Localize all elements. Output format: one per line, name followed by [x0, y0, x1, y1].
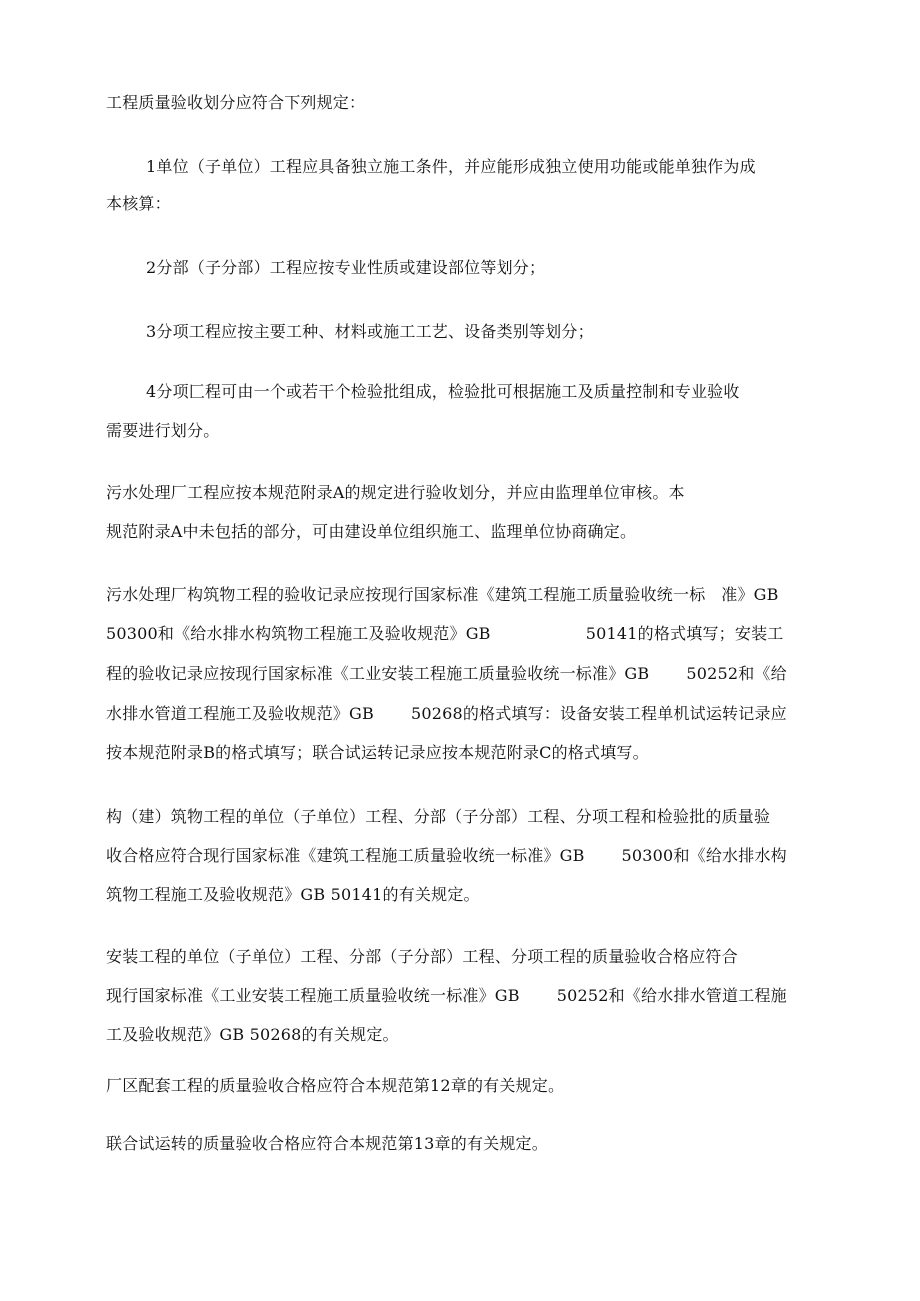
item-4-line-2: 需要进行划分。 — [106, 421, 220, 440]
appendix-a-line-2: 规范附录A中未包括的部分，可由建设单位组织施工、监理单位协商确定。 — [106, 522, 637, 541]
joint-test-line: 联合试运转的质量验收合格应符合本规范第13章的有关规定。 — [106, 1134, 548, 1153]
item-4-line-1: 4分项匚程可由一个或若干个检验批组成，检验批可根据施工及质量控制和专业验收 — [146, 382, 740, 401]
structures-line-1: 构（建）筑物工程的单位（子单位）工程、分部（子分部）工程、分项工程和检验批的质量验 — [106, 807, 771, 826]
records-line-5: 按本规范附录B的格式填写；联合试运转记录应按本规范附录C的格式填写。 — [106, 743, 649, 762]
item-3-line: 3分项工程应按主要工种、材料或施工工艺、设备类别等划分； — [146, 322, 594, 341]
installation-line-1: 安装工程的单位（子单位）工程、分部（子分部）工程、分项工程的质量验收合格应符合 — [106, 947, 738, 966]
records-line-3: 程的验收记录应按现行国家标准《工业安装工程施工质量验收统一标准》GB 50252和《给 — [106, 664, 787, 683]
installation-line-2: 现行国家标准《工业安装工程施工质量验收统一标准》GB 50252和《给水排水管道工程施 — [106, 986, 787, 1005]
installation-line-3: 工及验收规范》GB 50268的有关规定。 — [106, 1025, 399, 1044]
records-line-2: 50300和《给水排水构筑物工程施工及验收规范》GB 50141的格式填写；安装工 — [106, 624, 784, 643]
structures-line-3: 筑物工程施工及验收规范》GB 50141的有关规定。 — [106, 885, 480, 904]
factory-line: 厂区配套工程的质量验收合格应符合本规范第12章的有关规定。 — [106, 1076, 565, 1095]
intro-line: 工程质量验收划分应符合下列规定： — [106, 93, 366, 112]
appendix-a-line-1: 污水处理厂工程应按本规范附录A的规定进行验收划分，并应由监理单位审核。本 — [106, 483, 685, 502]
records-line-4: 水排水管道工程施工及验收规范》GB 50268的格式填写：设备安装工程单机试运转记录应 — [106, 704, 787, 723]
item-1-line-2: 本核算： — [106, 194, 171, 213]
structures-line-2: 收合格应符合现行国家标准《建筑工程施工质量验收统一标准》GB 50300和《给水排水构 — [106, 846, 787, 865]
item-1-line-1: 1单位（子单位）工程应具备独立施工条件，并应能形成独立使用功能或能单独作为成 — [146, 157, 756, 176]
item-2-line: 2分部（子分部）工程应按专业性质或建设部位等划分； — [146, 258, 546, 277]
records-line-1: 污水处理厂构筑物工程的验收记录应按现行国家标准《建筑工程施工质量验收统一标 准》GB — [106, 585, 779, 604]
